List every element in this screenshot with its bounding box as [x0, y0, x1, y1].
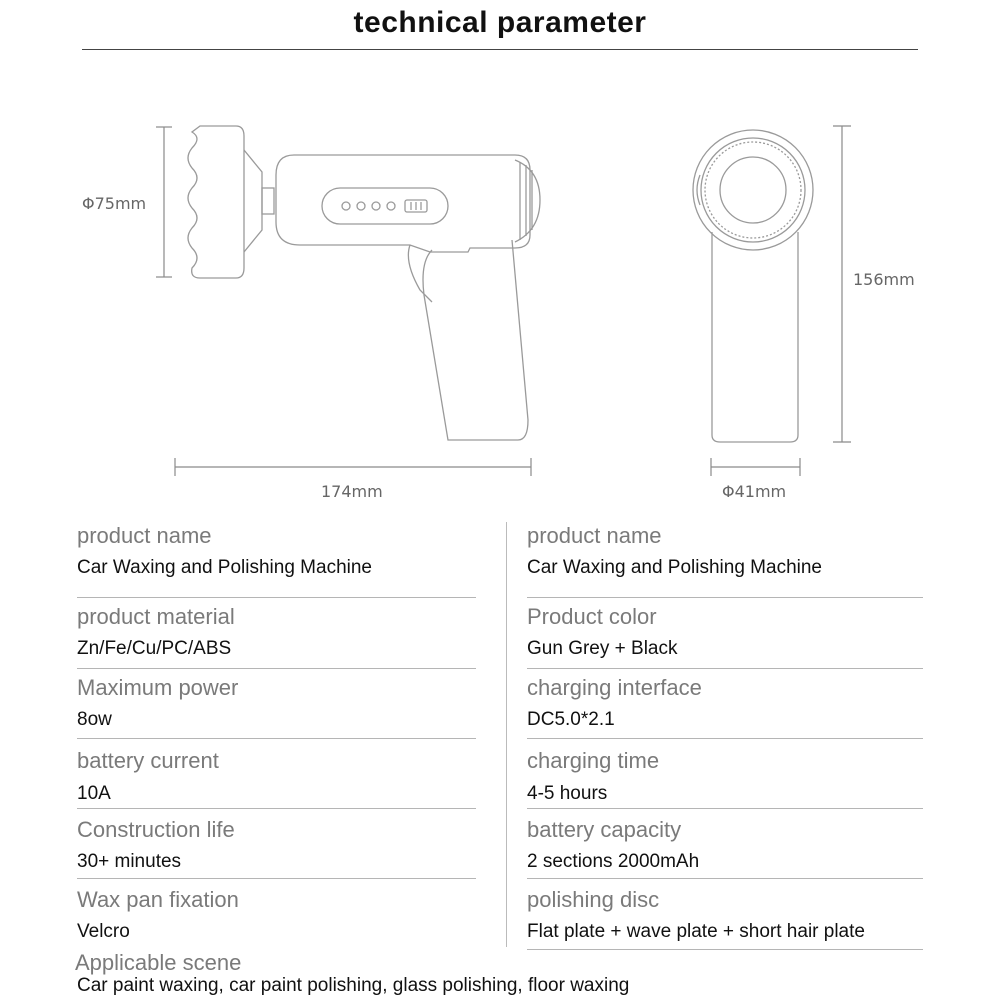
- spec-label: product name: [527, 523, 662, 548]
- spec-value: Zn/Fe/Cu/PC/ABS: [77, 638, 232, 659]
- spec-value: DC5.0*2.1: [527, 709, 615, 730]
- spec-value: Car Waxing and Polishing Machine: [527, 557, 823, 578]
- spec-label: battery capacity: [527, 817, 682, 842]
- spec-label: Construction life: [77, 817, 235, 842]
- spec-label: charging interface: [527, 675, 702, 700]
- row-divider: [527, 878, 923, 879]
- row-divider: [527, 808, 923, 809]
- polishing-disc-side: [188, 126, 274, 278]
- row-divider: [527, 597, 923, 598]
- spec-value: Car Waxing and Polishing Machine: [77, 557, 373, 578]
- spec-label: polishing disc: [527, 887, 660, 912]
- row-divider: [77, 738, 476, 739]
- page-title: technical parameter: [353, 6, 647, 39]
- row-divider: [77, 808, 476, 809]
- spec-value: Flat plate + wave plate + short hair plate: [527, 921, 865, 942]
- spec-label: Product color: [527, 604, 657, 629]
- body-diameter-label: Φ41mm: [722, 482, 787, 501]
- dimension-lines: [156, 126, 851, 476]
- row-divider: [77, 668, 476, 669]
- machine-front-view: [693, 130, 813, 442]
- machine-body-side: [276, 155, 540, 440]
- spec-value: 30+ minutes: [77, 851, 182, 872]
- row-divider: [527, 949, 923, 950]
- spec-value: 2 sections 2000mAh: [527, 851, 700, 872]
- spec-label-scene: Applicable scene: [75, 950, 242, 975]
- spec-value: 8ow: [77, 709, 112, 730]
- spec-label: Maximum power: [77, 675, 239, 700]
- spec-label: Wax pan fixation: [77, 887, 239, 912]
- row-divider: [527, 668, 923, 669]
- row-divider: [527, 738, 923, 739]
- spec-value: 10A: [77, 783, 111, 804]
- spec-label: product name: [77, 523, 212, 548]
- row-divider: [77, 597, 476, 598]
- height-label: 156mm: [853, 270, 915, 289]
- spec-label: product material: [77, 604, 235, 629]
- row-divider: [77, 878, 476, 879]
- column-divider: [506, 522, 507, 947]
- length-label: 174mm: [321, 482, 383, 501]
- spec-value: 4-5 hours: [527, 783, 608, 804]
- spec-label: battery current: [77, 748, 219, 773]
- spec-value: Gun Grey + Black: [527, 638, 678, 659]
- spec-value: Velcro: [77, 921, 130, 942]
- spec-value-scene: Car paint waxing, car paint polishing, glass polishing, floor waxing: [77, 975, 630, 996]
- spec-label: charging time: [527, 748, 660, 773]
- disc-diameter-label: Φ75mm: [82, 194, 147, 213]
